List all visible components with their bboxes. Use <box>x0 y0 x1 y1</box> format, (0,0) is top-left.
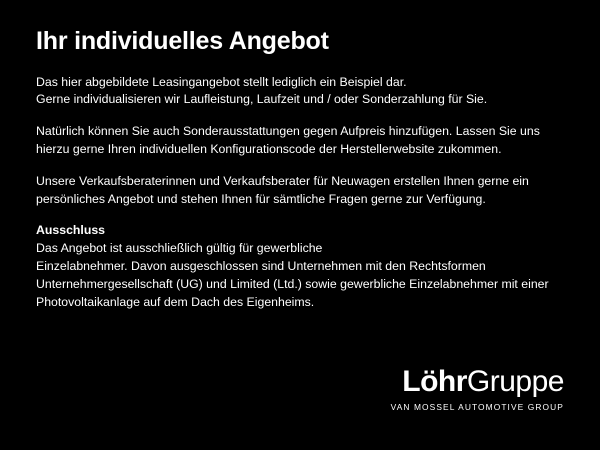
intro-paragraph: Das hier abgebildete Leasingangebot stellt lediglich ein Beispiel dar. Gerne individualisieren wir Laufleistung, Laufzeit und / oder Sonderzahlung für Sie. <box>36 74 488 107</box>
page-title: Ihr individuelles Angebot <box>36 27 329 55</box>
exclusion-paragraph: Das Angebot ist ausschließlich gültig für gewerbliche Einzelabnehmer. Davon ausgeschlossen sind Unternehmen mit den Rechtsformen Unternehmergesellschaft (UG) und Limited (Ltd.) sowie gewerbliche Einzelabnehmer mit einer Photovoltaikanlage auf dem Dach des Eigenheims. <box>36 241 549 309</box>
logo-name-primary: Löhr <box>402 365 467 398</box>
exclusion-heading: Ausschluss <box>36 223 106 238</box>
options-paragraph: Natürlich können Sie auch Sonderausstattungen gegen Aufpreis hinzufügen. Lassen Sie uns hierzu gerne Ihren individuellen Konfigurationscode der Herstellerwebsite zukommen. <box>36 124 540 156</box>
logo-wordmark <box>391 367 564 397</box>
advisors-paragraph: Unsere Verkaufsberaterinnen und Verkaufsberater für Neuwagen erstellen Ihnen gerne ein persönliches Angebot und stehen Ihnen für sämtliche Fragen gerne zur Verfügung. <box>36 173 529 206</box>
logo-tagline: VAN MOSSEL AUTOMOTIVE GROUP <box>390 402 564 412</box>
logo-name-secondary: Gruppe <box>466 365 564 398</box>
brand-logo <box>391 367 564 412</box>
